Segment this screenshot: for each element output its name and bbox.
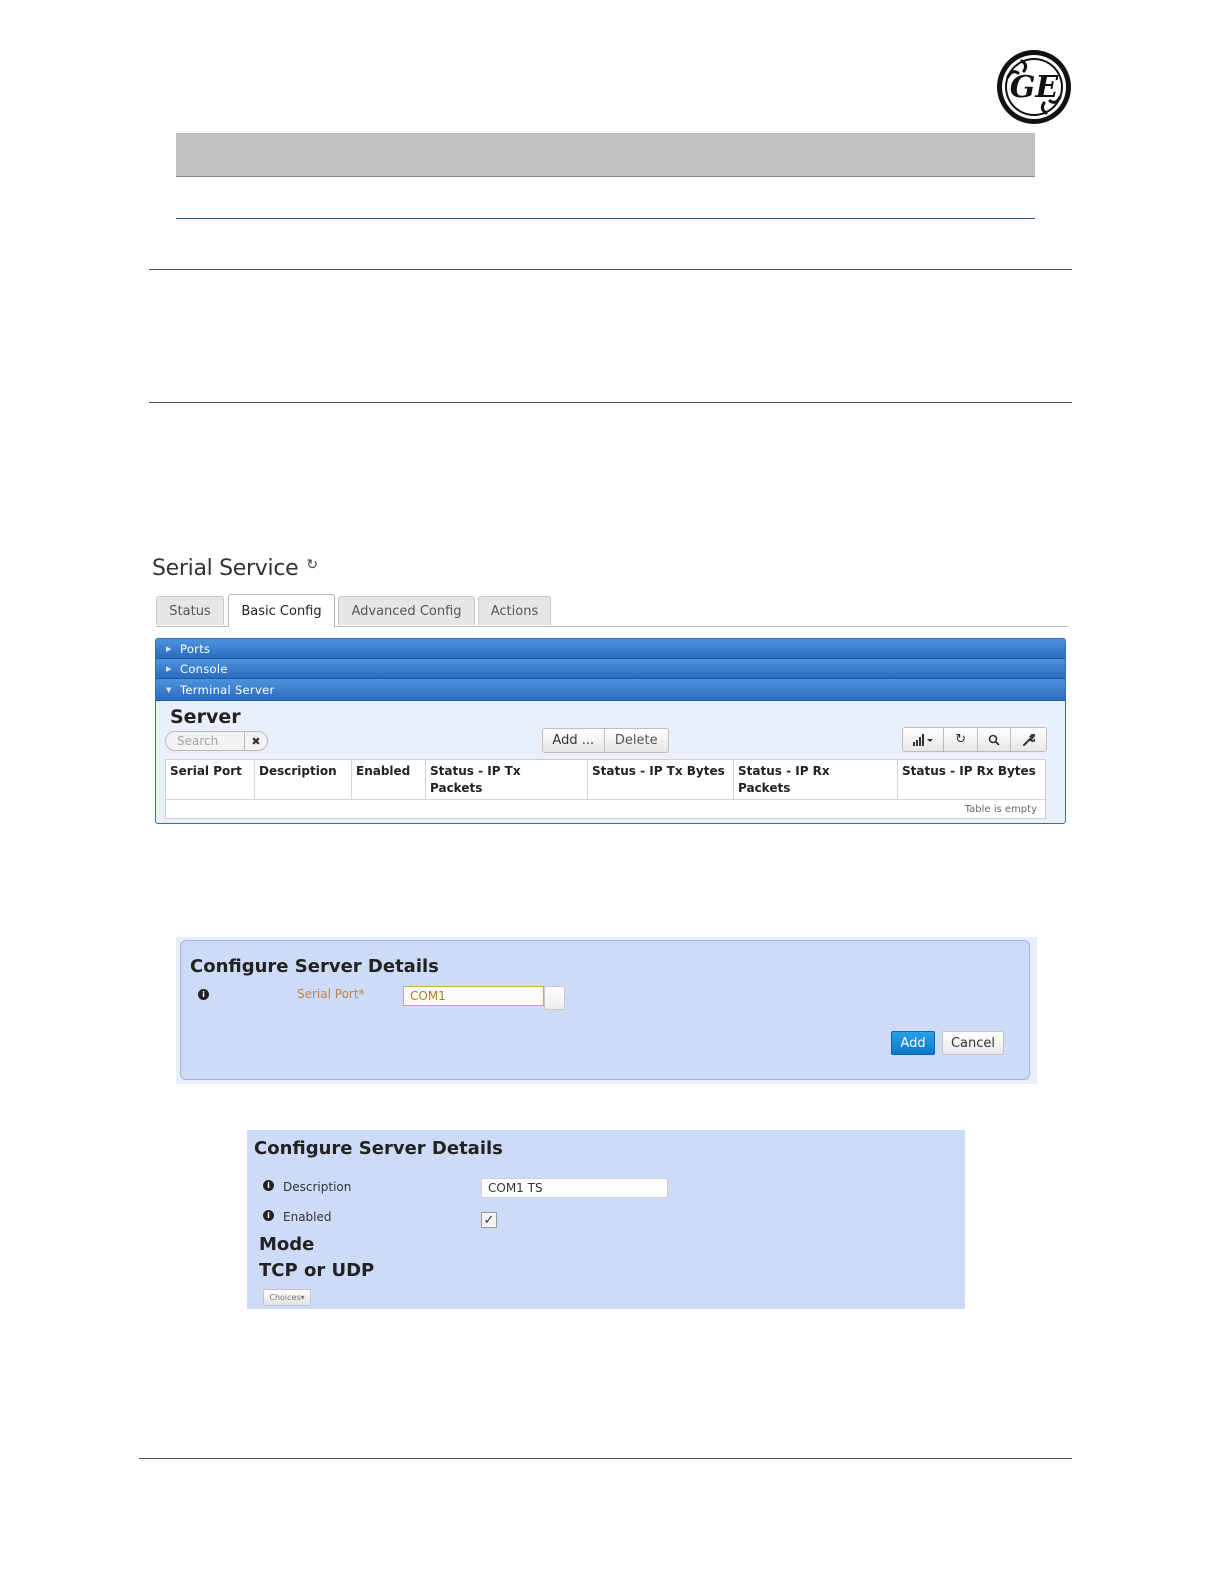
dialog-details-title: Configure Server Details bbox=[254, 1138, 503, 1159]
wrench-icon[interactable] bbox=[1011, 728, 1046, 751]
column-header[interactable]: Status - IP Rx Bytes bbox=[898, 760, 1045, 800]
search-icon[interactable] bbox=[978, 728, 1012, 751]
description-field[interactable]: COM1 TS bbox=[481, 1178, 668, 1198]
delete-button[interactable]: Delete bbox=[614, 733, 658, 748]
info-icon[interactable]: i bbox=[198, 989, 209, 1000]
cancel-button[interactable]: Cancel bbox=[942, 1031, 1004, 1055]
enabled-checkbox[interactable]: ✓ bbox=[481, 1212, 497, 1228]
mode-heading: Mode bbox=[259, 1234, 315, 1255]
column-header[interactable]: Status - IP Rx Packets bbox=[734, 760, 898, 800]
header-band bbox=[176, 133, 1035, 177]
enabled-label: Enabled bbox=[283, 1210, 332, 1224]
column-header[interactable]: Enabled bbox=[352, 760, 426, 800]
refresh-icon[interactable]: ↻ bbox=[306, 556, 318, 573]
column-header[interactable]: Status - IP Tx Packets bbox=[426, 760, 588, 800]
columns-icon[interactable] bbox=[903, 728, 944, 751]
table-empty-message: Table is empty bbox=[964, 804, 1037, 815]
add-button[interactable]: Add bbox=[891, 1031, 935, 1055]
dialog-add-title: Configure Server Details bbox=[190, 956, 439, 977]
ge-logo bbox=[996, 49, 1072, 125]
description-label: Description bbox=[283, 1180, 352, 1194]
serial-port-label: Serial Port* bbox=[297, 987, 365, 1001]
accordion-ports-label: Ports bbox=[180, 641, 211, 656]
serial-port-field[interactable]: COM1 bbox=[403, 986, 544, 1006]
info-icon[interactable]: i bbox=[263, 1180, 274, 1191]
dialog-details bbox=[247, 1130, 965, 1309]
server-heading: Server bbox=[170, 706, 241, 728]
choices-dropdown[interactable] bbox=[263, 1289, 311, 1306]
add-button[interactable]: Add ... bbox=[543, 729, 605, 752]
config-panel bbox=[155, 638, 1066, 824]
tab-advanced-config[interactable]: Advanced Config bbox=[338, 596, 475, 625]
chevron-down-icon: ▾ bbox=[300, 1293, 305, 1302]
search-input[interactable]: Search bbox=[177, 734, 219, 748]
footer-rule bbox=[139, 1458, 1072, 1459]
refresh-icon[interactable]: ↻ bbox=[944, 728, 978, 751]
add-delete-group bbox=[542, 728, 669, 753]
caret-right-icon: ▶ bbox=[166, 664, 172, 673]
svg-text:GE: GE bbox=[1009, 70, 1059, 105]
caret-right-icon: ▶ bbox=[166, 644, 172, 653]
clear-search-icon[interactable]: ✖ bbox=[244, 732, 267, 750]
tab-status[interactable]: Status bbox=[156, 596, 224, 625]
accordion-console-label: Console bbox=[180, 661, 228, 676]
accordion-terminal-server[interactable] bbox=[156, 679, 1065, 701]
serial-port-dropdown-button[interactable] bbox=[544, 986, 565, 1010]
tab-bar bbox=[156, 594, 1068, 627]
divider-top bbox=[149, 269, 1072, 270]
tab-actions[interactable]: Actions bbox=[478, 596, 551, 625]
table-toolbar bbox=[902, 727, 1047, 752]
serial-service-title-text: Serial Service bbox=[152, 556, 299, 581]
column-header[interactable]: Status - IP Tx Bytes bbox=[588, 760, 734, 800]
caret-down-icon: ▼ bbox=[166, 685, 172, 694]
tcp-udp-heading: TCP or UDP bbox=[259, 1260, 375, 1281]
info-icon[interactable]: i bbox=[263, 1210, 274, 1221]
divider-middle bbox=[149, 402, 1072, 403]
accordion-ports[interactable] bbox=[156, 639, 1065, 659]
serial-service-title bbox=[152, 556, 318, 581]
column-header[interactable]: Serial Port bbox=[166, 760, 255, 800]
header-rule bbox=[176, 218, 1035, 219]
accordion-terminal-server-label: Terminal Server bbox=[180, 682, 275, 697]
column-header[interactable]: Description bbox=[255, 760, 352, 800]
accordion-console[interactable] bbox=[156, 659, 1065, 679]
dialog-add bbox=[180, 940, 1030, 1080]
tab-basic-config[interactable]: Basic Config bbox=[228, 594, 335, 627]
search-box[interactable] bbox=[165, 731, 268, 751]
choices-label: Choices bbox=[269, 1293, 301, 1302]
server-table bbox=[165, 759, 1046, 819]
